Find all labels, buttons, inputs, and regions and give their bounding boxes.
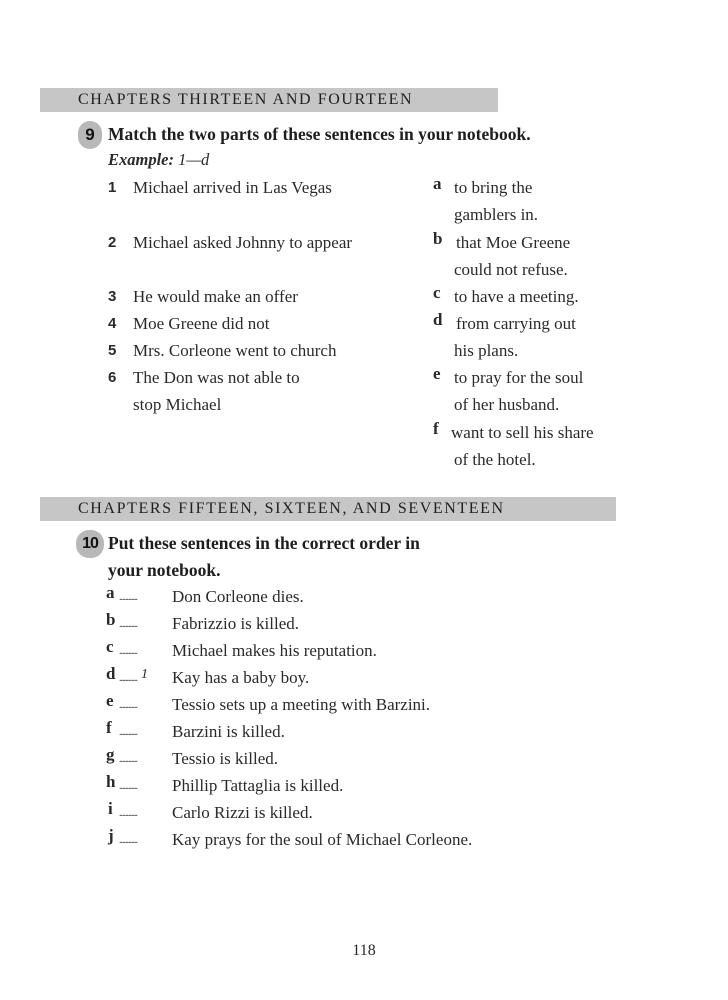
sentence-end-continued: could not refuse. xyxy=(454,260,568,279)
item-text: Phillip Tattaglia is killed. xyxy=(172,776,344,795)
answer-blank: ............ xyxy=(119,619,137,630)
item-number: 5 xyxy=(108,342,117,359)
item-number: 6 xyxy=(108,369,117,386)
sentence-start-continued: stop Michael xyxy=(133,395,222,414)
item-letter: d xyxy=(433,310,443,329)
item-letter: e xyxy=(433,364,441,383)
instruction: Put these sentences in the correct order in xyxy=(108,533,420,553)
sentence-start: He would make an offer xyxy=(133,287,298,306)
item-text: Carlo Rizzi is killed. xyxy=(172,803,313,822)
filled-answer: 1 xyxy=(141,667,148,682)
example xyxy=(108,150,209,170)
item-number: 4 xyxy=(108,315,117,332)
item-text: Tessio is killed. xyxy=(172,749,279,768)
example-value: 1—d xyxy=(178,150,210,169)
instruction-continued: your notebook. xyxy=(108,560,221,580)
item-letter: f xyxy=(106,718,112,737)
item-letter: i xyxy=(108,799,113,818)
item-letter: c xyxy=(433,283,441,302)
item-text: Kay has a baby boy. xyxy=(172,668,310,687)
item-number: 1 xyxy=(108,179,117,196)
answer-blank: ............ xyxy=(119,835,137,846)
question-number-badge: 10 xyxy=(76,530,104,558)
answer-blank: ............ xyxy=(119,808,137,819)
section-heading: CHAPTERS THIRTEEN AND FOURTEEN xyxy=(40,88,498,112)
item-number: 3 xyxy=(108,288,117,305)
item-letter: b xyxy=(433,229,443,248)
item-letter: c xyxy=(106,637,114,656)
sentence-end-continued: of the hotel. xyxy=(454,450,536,469)
sentence-end-continued: of her husband. xyxy=(454,395,560,414)
item-letter: b xyxy=(106,610,116,629)
sentence-end-continued: gamblers in. xyxy=(454,205,539,224)
sentence-end: to pray for the soul xyxy=(454,368,584,387)
page-number: 118 xyxy=(352,942,376,959)
sentence-start: Michael asked Johnny to appear xyxy=(133,233,353,252)
answer-blank: ............ xyxy=(119,754,137,765)
item-letter: e xyxy=(106,691,114,710)
sentence-start: The Don was not able to xyxy=(133,368,300,387)
section-heading: CHAPTERS FIFTEEN, SIXTEEN, AND SEVENTEEN xyxy=(40,497,616,521)
sentence-end: want to sell his share xyxy=(451,423,594,442)
item-text: Tessio sets up a meeting with Barzini. xyxy=(172,695,431,714)
sentence-start: Michael arrived in Las Vegas xyxy=(133,178,332,197)
instruction: Match the two parts of these sentences in your notebook. xyxy=(108,124,531,144)
item-letter: g xyxy=(106,745,115,764)
item-text: Don Corleone dies. xyxy=(172,587,304,606)
sentence-end: to have a meeting. xyxy=(454,287,579,306)
item-letter: h xyxy=(106,772,116,791)
sentence-end: to bring the xyxy=(454,178,533,197)
answer-blank: ............ xyxy=(119,646,137,657)
item-number: 2 xyxy=(108,234,117,251)
example-label: Example: xyxy=(108,150,174,169)
item-text: Fabrizzio is killed. xyxy=(172,614,300,633)
sentence-start: Mrs. Corleone went to church xyxy=(133,341,337,360)
item-text: Kay prays for the soul of Michael Corleone. xyxy=(172,830,473,849)
item-letter: a xyxy=(106,583,115,602)
sentence-end-continued: his plans. xyxy=(454,341,519,360)
answer-blank: ............ xyxy=(119,727,137,738)
item-letter: d xyxy=(106,664,116,683)
item-letter: f xyxy=(433,419,439,438)
sentence-start: Moe Greene did not xyxy=(133,314,270,333)
answer-blank: ............ xyxy=(119,592,137,603)
item-letter: a xyxy=(433,174,442,193)
question-number-badge: 9 xyxy=(78,121,102,149)
item-letter: j xyxy=(108,826,114,845)
item-text: Michael makes his reputation. xyxy=(172,641,377,660)
answer-blank: ............ xyxy=(119,781,137,792)
item-text: Barzini is killed. xyxy=(172,722,285,741)
sentence-end: that Moe Greene xyxy=(456,233,571,252)
sentence-end: from carrying out xyxy=(456,314,576,333)
answer-blank: ............ xyxy=(119,673,137,684)
answer-blank: ............ xyxy=(119,700,137,711)
